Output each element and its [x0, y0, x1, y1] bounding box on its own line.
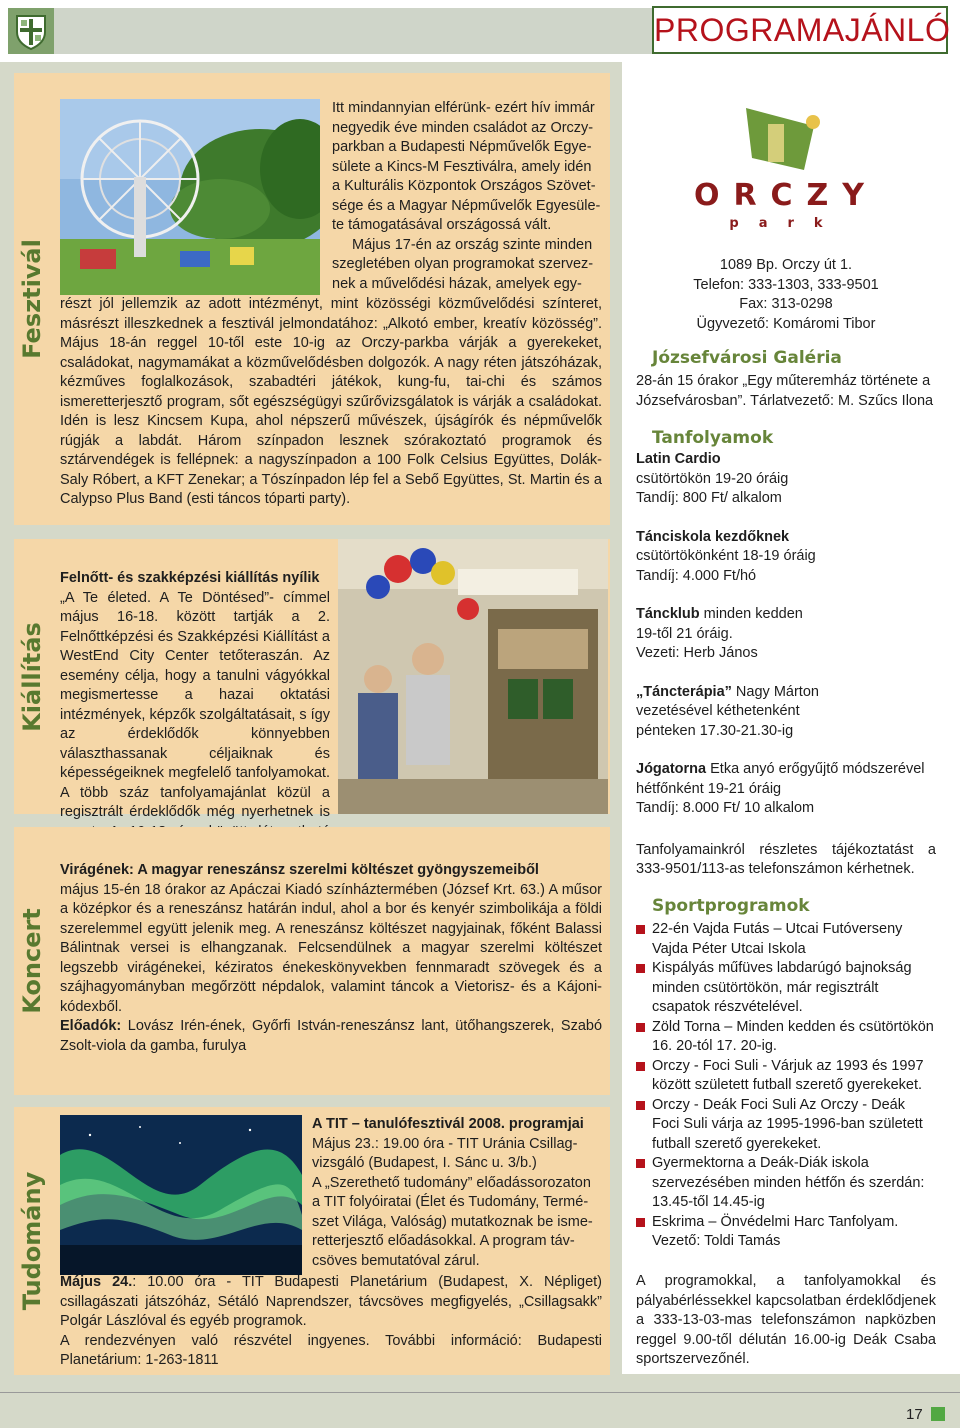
- fesztival-line: Május 17-én az ország szinte minden: [352, 236, 593, 253]
- jogatorna-line: hétfőnként 19-21 óráig: [636, 780, 782, 797]
- fesztival-line: parkban a Budapesti Népművelők Egye-: [332, 139, 592, 155]
- sport-heading: Sportprogramok: [652, 896, 810, 916]
- tanciskola-title: Tánciskola kezdőknek: [636, 528, 790, 545]
- fesztival-line: sülete a Kincs-M Fesztiválra, amely idén: [332, 158, 592, 175]
- koncert-text: [60, 861, 602, 1056]
- side-tab-koncert: [14, 827, 50, 1095]
- sport-item: Kispályás műfüves labdarúgó bajnokság minden csütörtökön, már regisztrált csapatok részvételével.: [636, 959, 936, 1018]
- latin-cardio-time: csütörtökön 19-20 óráig: [636, 470, 789, 487]
- section-label-tudomany: Tudomány: [18, 1171, 47, 1311]
- orczy-logo-word: ORCZY: [693, 178, 879, 213]
- latin-cardio-fee: Tandíj: 800 Ft/ alkalom: [636, 490, 782, 506]
- sport-list: [636, 920, 936, 1252]
- latin-cardio-title: Latin Cardio: [636, 451, 721, 467]
- tanfolyamok-info: Tanfolyamainkról részletes tájékoztatást a 333-9501/113-as telefonszámon kérhetnek.: [636, 841, 936, 877]
- exhibition-photo: [338, 539, 608, 814]
- tancterapia-line: pénteken 17.30-21.30-ig: [636, 722, 794, 739]
- tanfolyamok-list: Latin Cardio csütörtökön 19-20 óráig Tandíj: 800 Ft/ alkalom Tánciskola kezdőknek csütörtökönként 18-19 óráig Tandíj: 4.000 Ft/hó Tánckl​ub minden kedden 19-től 21 óráig. Vezeti: Herb János „Táncterápia” Nagy Márton vezetésével kéthetenként pénteken 17.30-21.30-ig Jógatorna Etka anyó erőgyűjtő módszerével hétfőnként 19-21 óráig Tandíj: 8.000 Ft/ 10 alkalom Tanfolyamainkról részletes tájékoztatást a 333-9501/113-as telefonszámon kérhetnek.: [636, 450, 936, 880]
- section-label-kiallitas: Kiállítás: [18, 621, 46, 732]
- kiallitas-panel: [50, 539, 610, 820]
- orczy-logo-sub: park: [729, 216, 843, 231]
- orczy-phone: Telefon: 333-1303, 333-9501: [693, 276, 879, 293]
- aurora-photo: [60, 1115, 302, 1275]
- tudomany-line: A „Szerethető tudomány” előadássorozaton: [312, 1174, 591, 1191]
- tancklub-lead: Vezeti: Herb János: [636, 645, 758, 661]
- fesztival-line: sége és a Magyar Népművelők Egyesüle-: [332, 197, 601, 214]
- tanfolyamok-heading: Tanfolyamok: [652, 428, 774, 448]
- galeria-heading: Józsefvárosi Galéria: [652, 348, 842, 368]
- koncert-body: május 15-én 18 órakor az Apáczai Kiadó színháztermében (József Krt. 63.) A műsor a középkor és a reneszánsz határán indul, ahol a bor és kenyér szimbolikája a földi szerelemmel együtt jelenik meg. A reneszánsz költészet nagyjainak, főként Balassi Bálintnak versei is elhangzanak. Felcsendülnek a magyar szerelmi költészet legszebb virágénekei, kéziratos énekeskönyvekben fennmaradt szövegek és a szájhagyományban megőrzött népdalok, valamint táncok a Vietorisz- és a Kájoni-kódexből.: [60, 881, 602, 1015]
- page-number: 17: [906, 1406, 923, 1423]
- tancterapia-title: „Táncterápia”: [636, 683, 732, 700]
- sport-item: Orczy - Foci Suli - Várjuk az 1993 és 1997 között született futball szerető gyerekeket.: [636, 1057, 936, 1096]
- tanciskola-fee: Tandíj: 4.000 Ft/hó: [636, 567, 757, 584]
- tanciskola-time: csütörtökönként 18-19 óráig: [636, 548, 816, 564]
- district-logo: [8, 8, 54, 54]
- fesztival-line: szegletében olyan programokat szervez-: [332, 256, 594, 272]
- tancterapia-line: vezetésével kéthetenként: [636, 703, 800, 719]
- tudomany-panel: [50, 1107, 610, 1375]
- sport-closing: A programokkal, a tanfolyamokkal és pályabérléssekkel kapcsolatban érdeklődjenek a 333-13-03-mas telefonszámon napközben reggel 9.00-től délután 16.00-ig Deák Csaba sportszervezőnél.: [636, 1273, 936, 1367]
- orczy-park-logo: [636, 90, 936, 248]
- fesztival-body: részt jól jellemzik az adott intézményt, mint közösségi közművelődési színteret, másrészt illeszkednek a fesztivál jelmondatához: „Alkotó ember, kreatív közösség”. Május 18-án reggel 10-től este 10-ig az Orczy-parkba várják a gyerekeket, családokat, nagymamákat a közművelődésben dolgozók. A nagy réten játszóházak, kézműves foglalkozások, szabadtéri játékok, kung-fu, tai-chi és számos ismeretterjesztő program, sőt egészségügyi szűrővizsgálatok is várják a családokat. Idén is lesz Kincsem Kupa, ahol népszerű művészek, újságírók és népművelők rúgják a labdát. Három színpadon lesznek szórakoztató programok és sztárvendégek is fellépnek: a nagyszínpadon a 100 Folk Celsius Együttes, Dolák-Saly Róbert, a KFT Zenekar; a Tószínpadon lép fel a Sebő Együttes, St. Martin és a Calypso Plus Band (esti táncos tóparti party).: [60, 296, 602, 507]
- jogatorna-title: Jógatorna: [636, 761, 707, 777]
- sport-item: Zöld Torna – Minden kedden és csütörtökön 16. 20-tól 17. 20-ig.: [636, 1018, 936, 1057]
- tancklub-time: 19-től 21 óráig.: [636, 625, 733, 642]
- side-tab-tudomany: [14, 1107, 50, 1375]
- sport-item: Orczy - Deák Foci Suli Az Orczy - Deák Foci Suli várja az 1995-1996-ban született futball szerető gyerekeket.: [636, 1096, 936, 1155]
- page-title: PROGRAMAJÁNLÓ: [652, 6, 948, 54]
- page-marker-square: [931, 1407, 945, 1421]
- tudomany-line: szet Világa, Valóság) mutatkoznak be isme-: [312, 1213, 593, 1230]
- tudomany-may24: Május 24.: 10.00 óra - TIT Budapesti Planetárium (Budapest, X. Népliget) csillagászati játszóház, Sétáló Naprendszer, távcsöves megfigyelés, „Csillagsakk” Polgár Lászlóval és egyéb programok.: [60, 1274, 603, 1329]
- ferris-wheel-photo: [60, 99, 320, 295]
- koncert-panel: [50, 827, 610, 1095]
- side-tab-kiallitas: [14, 539, 50, 814]
- tancklub-title: Tánckl​ub: [636, 606, 700, 622]
- header-strip: [54, 8, 652, 54]
- fesztival-line: negyedik éve minden családot az Orczy-: [332, 119, 594, 136]
- orczy-contact: [636, 256, 936, 334]
- fesztival-line: nek a művelődési házak, amelyek egy-: [332, 275, 582, 292]
- fesztival-intro: [332, 99, 602, 294]
- fesztival-panel: [50, 73, 610, 525]
- kiallitas-title: Felnőtt- és szakképzési kiállítás nyílik: [60, 570, 320, 586]
- tudomany-closing: A rendezvényen való részvétel ingyenes. További információ: Budapesti Planetárium: 1-263-1811: [60, 1332, 602, 1368]
- tudomany-line: a TIT folyóiratai (Élet és Tudomány, Termé-: [312, 1194, 589, 1210]
- orczy-address: 1089 Bp. Orczy út 1.: [719, 257, 853, 273]
- orczy-manager: Ügyvezető: Komáromi Tibor: [696, 315, 876, 332]
- tudomany-line: vizsgáló (Budapest, I. Sánc u. 3/b.): [312, 1155, 537, 1171]
- kiallitas-body: „A Te életed. A Te Döntésed”- címmel május 16-18. között tartják a 2. Felnőttképzési és Szakképzési Kiállítást a WestEnd City Center tetőteraszán. Az esemény célja, hogy a tanulni vágyókkal megismertesse a hazai oktatási intézmények, képzők szolgáltatásait, s így az érdeklődők könnyebben választhassanak céljaiknak és képességeiknek megfelelő tanfolyamokat. A több száz tanfolyamajánlat közül a regisztrált érdeklődők még nyerhetnek is: [60, 589, 330, 820]
- top-bar: [0, 0, 960, 62]
- footer-divider: [0, 1392, 960, 1393]
- sport-item: Eskrima – Önvédelmi Harc Tanfolyam. Vezető: Toldi Tamás: [636, 1213, 936, 1252]
- koncert-title: Virágének: A magyar reneszánsz szerelmi költészet gyöngyszemeiből: [60, 862, 539, 878]
- jogatorna-line: Tandíj: 8.000 Ft/ 10 alkalom: [636, 800, 815, 816]
- galeria-body: 28-án 15 órakor „Egy műteremház története a Józsefvárosban”. Tárlatvezető: M. Szűcs Ilona: [636, 373, 934, 409]
- tudomany-bottom-text: [60, 1273, 602, 1371]
- tudomany-title: A TIT – tanulófesztivál 2008. programjai: [312, 1116, 584, 1132]
- kiallitas-text: [60, 569, 330, 862]
- tudomany-line: retterjesztő előadásokkal. A program táv-: [312, 1233, 575, 1249]
- orczy-fax: Fax: 313-0298: [739, 296, 833, 312]
- fesztival-line: te támogatásával országossá vált.: [332, 217, 552, 233]
- tudomany-side-text: [312, 1115, 604, 1271]
- shield-icon: [8, 8, 54, 54]
- side-tab-fesztival: [14, 73, 50, 525]
- koncert-performers: Előadók: Lovász Irén-ének, Győrfi István-reneszánsz lant, ütőhangszerek, Szabó Zsolt-viola da gamba, furulya: [60, 1018, 603, 1054]
- fesztival-line: Itt mindannyian elférünk- ezért hív immár: [332, 100, 595, 116]
- fesztival-line: a Kulturális Központok Országos Szövet-: [332, 178, 596, 194]
- tudomany-line: csöves bemutatóval zárul.: [312, 1252, 480, 1269]
- section-label-koncert: Koncert: [18, 908, 46, 1014]
- sport-item: 22-én Vajda Futás – Utcai Futóverseny Vajda Péter Utcai Iskola: [636, 920, 936, 959]
- tudomany-line: Május 23.: 19.00 óra - TIT Uránia Csillag-: [312, 1135, 578, 1152]
- sport-item: Gyermektorna a Deák-Diák iskola szervezésében minden hétfőn és szerdán: 13.45-től 14.45-ig: [636, 1154, 936, 1213]
- section-label-fesztival: Fesztivál: [18, 239, 46, 359]
